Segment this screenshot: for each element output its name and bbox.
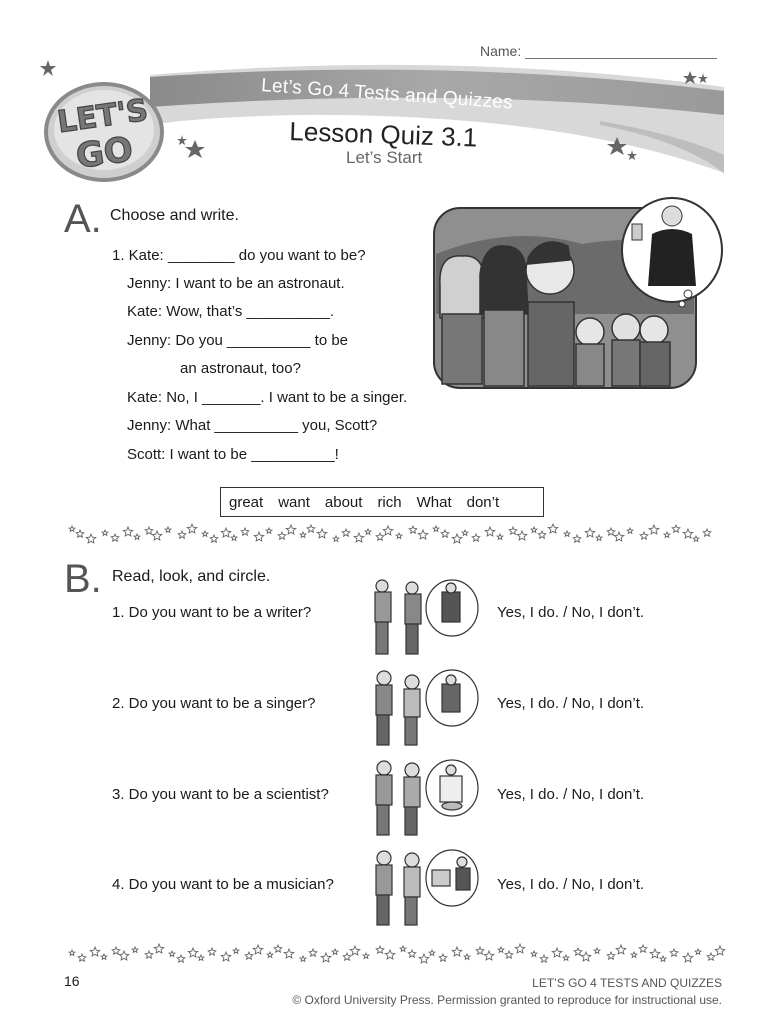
star-icon [90, 947, 100, 956]
star-icon [639, 945, 647, 952]
section-b-instruction: Read, look, and circle. [112, 568, 271, 585]
star-icon [607, 528, 615, 535]
star-icon [177, 955, 185, 962]
dialogue-line: Kate: Wow, that’s __________. [127, 303, 335, 320]
question-2: 2. Do you want to be a singer? [112, 695, 316, 712]
star-icon [515, 944, 525, 953]
star-icon [509, 527, 517, 534]
star-icon [76, 530, 84, 537]
star-icon [307, 525, 315, 532]
star-divider [66, 523, 726, 545]
dialogue-line: Jenny: Do you __________ to be [127, 332, 349, 349]
star-icon [385, 950, 395, 959]
star-icon [693, 536, 699, 541]
star-icon [221, 528, 231, 537]
lets-go-logo [44, 80, 170, 184]
page-subtitle: Let’s Start [346, 148, 423, 167]
star-icon [332, 949, 338, 954]
star-icon [715, 946, 725, 955]
star-icon [472, 534, 480, 541]
answer-choice-4[interactable]: Yes, I do. / No, I don’t. [497, 876, 645, 893]
star-icon [286, 525, 296, 534]
star-icon [69, 526, 75, 531]
star-icon [317, 529, 327, 538]
star-icon [650, 949, 660, 958]
star-icon [695, 949, 701, 954]
star-icon [134, 534, 140, 539]
name-label: Name: [480, 43, 522, 59]
dialogue-line: Jenny: I want to be an astronaut. [127, 275, 345, 292]
star-icon [300, 956, 306, 961]
star-icon [254, 532, 264, 541]
star-icon [354, 533, 364, 542]
word-bank-item: great [229, 493, 264, 511]
star-icon [165, 527, 171, 532]
star-icon [585, 528, 595, 537]
star-icon [253, 945, 263, 954]
dialogue-line: 1. Kate: ________ do you want to be? [112, 247, 366, 264]
question-1: 1. Do you want to be a writer? [112, 604, 312, 621]
word-bank-item: about [324, 493, 363, 511]
star-icon [607, 952, 615, 959]
star-icon [343, 953, 351, 960]
star-icon [365, 529, 371, 534]
star-icon [441, 530, 449, 537]
section-a-letter: A. [64, 197, 102, 241]
dialogue-line: Jenny: What __________ you, Scott? [127, 417, 378, 434]
star-icon [86, 534, 96, 543]
writer-picture [370, 578, 480, 658]
star-icon [102, 530, 108, 535]
star-icon [112, 947, 120, 954]
star-icon [198, 955, 204, 960]
star-icon [538, 531, 546, 538]
star-icon [383, 526, 393, 535]
star-icon [400, 946, 406, 951]
star-icon [433, 526, 439, 531]
star-icon [233, 948, 239, 953]
star-icon [596, 535, 602, 540]
star-icon [631, 952, 637, 957]
star-icon [409, 526, 417, 533]
scientist-picture [370, 758, 480, 838]
star-icon [498, 947, 504, 952]
star-icon [321, 953, 331, 962]
star-icon [208, 948, 216, 955]
star-icon [245, 952, 253, 959]
star-icon [573, 535, 581, 542]
banner-title: Let’s Go 4 Tests and Quizzes [260, 75, 514, 114]
star-icon [284, 949, 294, 958]
star-icon [78, 954, 86, 961]
star-icon [505, 951, 513, 958]
star-icon [452, 947, 462, 956]
star-icon [614, 532, 624, 541]
star-icon [703, 529, 711, 536]
logo-text-top: LET'S [55, 92, 151, 141]
star-icon [476, 947, 484, 954]
star-icon [664, 532, 670, 537]
star-icon [154, 944, 164, 953]
star-icon [241, 528, 249, 535]
star-icon [210, 535, 218, 542]
star-icon [660, 956, 666, 961]
star-icon [540, 955, 548, 962]
word-bank-item: want [278, 493, 310, 511]
star-icon [497, 534, 503, 539]
question-3: 3. Do you want to be a scientist? [112, 786, 329, 803]
star-icon [333, 536, 339, 541]
answer-choice-3[interactable]: Yes, I do. / No, I don’t. [497, 786, 645, 803]
star-icon [188, 948, 198, 957]
star-icon [649, 525, 659, 534]
star-icon [267, 952, 273, 957]
page-title: Lesson Quiz 3.1 [288, 116, 478, 153]
section-b-letter: B. [64, 557, 102, 601]
star-icon [342, 529, 350, 536]
kids-illustration [432, 194, 724, 390]
star-icon [672, 525, 680, 532]
star-icon [531, 527, 537, 532]
star-icon [376, 946, 384, 953]
star-icon [670, 949, 678, 956]
star-icon [396, 533, 402, 538]
word-bank-item: What [416, 493, 452, 511]
star-icon [627, 528, 633, 533]
logo-text-bottom: GO [73, 129, 136, 177]
star-icon [616, 945, 626, 954]
musician-picture [370, 848, 480, 928]
dialogue-line: Scott: I want to be __________! [127, 446, 339, 463]
star-icon [594, 948, 600, 953]
star-icon [178, 531, 186, 538]
star-icon [452, 534, 462, 543]
dialogue-line: Kate: No, I _______. I want to be a singer. [127, 389, 408, 406]
star-icon [376, 533, 384, 540]
star-icon [683, 529, 693, 538]
word-bank-item: rich [377, 493, 402, 511]
star-icon [350, 946, 360, 955]
answer-choice-1[interactable]: Yes, I do. / No, I don’t. [497, 604, 645, 621]
star-icon [564, 531, 570, 536]
star-icon [111, 534, 119, 541]
star-icon [202, 531, 208, 536]
star-icon [552, 948, 562, 957]
answer-choice-2[interactable]: Yes, I do. / No, I don’t. [497, 695, 645, 712]
series-title: LET’S GO 4 TESTS AND QUIZZES [532, 976, 722, 990]
dialogue-line: an astronaut, too? [180, 360, 301, 377]
star-icon [419, 954, 429, 963]
star-icon [485, 527, 495, 536]
star-icon [221, 952, 231, 961]
star-icon [640, 532, 648, 539]
star-icon [563, 955, 569, 960]
star-icon [707, 953, 715, 960]
star-icon [418, 530, 428, 539]
star-icon [574, 948, 582, 955]
question-4: 4. Do you want to be a musician? [112, 876, 334, 893]
star-icon [274, 945, 282, 952]
star-icon [300, 532, 306, 537]
star-icon [231, 535, 237, 540]
page-number: 16 [64, 973, 80, 989]
star-icon [152, 531, 162, 540]
star-icon [169, 951, 175, 956]
section-a-instruction: Choose and write. [110, 207, 239, 224]
star-icon [429, 950, 435, 955]
star-icon [517, 531, 527, 540]
star-icon [464, 954, 470, 959]
star-icon [363, 953, 369, 958]
star-icon [408, 950, 416, 957]
star-icon [101, 954, 107, 959]
star-icon [145, 951, 153, 958]
star-divider [66, 943, 726, 965]
star-icon [69, 950, 75, 955]
copyright-notice: © Oxford University Press. Permission granted to reproduce for instructional use. [292, 993, 722, 1007]
star-icon [462, 530, 468, 535]
star-icon [581, 952, 591, 961]
star-icon [119, 951, 129, 960]
star-icon [683, 953, 693, 962]
star-icon [266, 528, 272, 533]
star-icon [484, 951, 494, 960]
star-icon [278, 532, 286, 539]
star-icon [132, 947, 138, 952]
star-icon [309, 949, 317, 956]
star-icon [548, 524, 558, 533]
star-icon [123, 527, 133, 536]
word-bank-item: don’t [466, 493, 500, 511]
singer-picture [370, 668, 480, 748]
word-bank [220, 487, 544, 517]
star-icon [531, 951, 537, 956]
star-icon [145, 527, 153, 534]
star-icon [187, 524, 197, 533]
star-icon [439, 954, 447, 961]
